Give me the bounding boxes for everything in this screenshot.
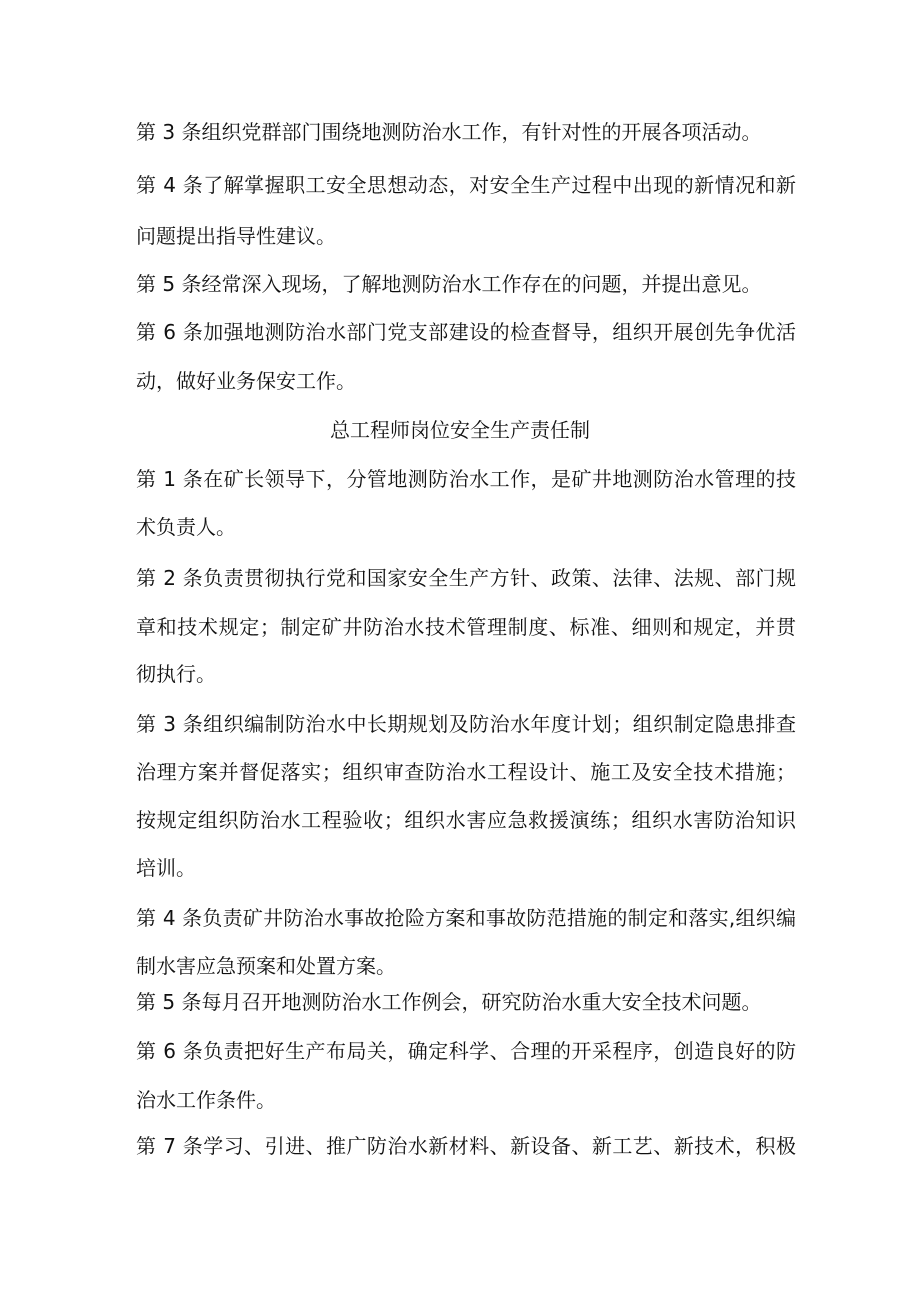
chief-article-1-line-2: 术负责人。 — [136, 515, 236, 539]
article-3-line-1: 第 3 条组织党群部门围绕地测防治水工作，有针对性的开展各项活动。 — [136, 120, 762, 144]
article-5-line-1: 第 5 条经常深入现场，了解地测防治水工作存在的问题，并提出意见。 — [136, 272, 762, 296]
chief-article-6-line-2: 治水工作条件。 — [136, 1088, 276, 1112]
chief-article-3-line-1: 第 3 条组织编制防治水中长期规划及防治水年度计划；组织制定隐患排查 — [136, 712, 796, 736]
chief-article-2-line-2: 章和技术规定；制定矿井防治水技术管理制度、标准、细则和规定，并贯 — [136, 615, 796, 639]
chief-article-3-line-4: 培训。 — [136, 856, 196, 880]
chief-article-3-line-3: 按规定组织防治水工程验收；组织水害应急救援演练；组织水害防治知识 — [136, 808, 796, 832]
article-4-line-2: 问题提出指导性建议。 — [136, 224, 336, 248]
chief-article-2-line-3: 彻执行。 — [136, 662, 216, 686]
article-6-line-2: 动，做好业务保安工作。 — [136, 369, 356, 393]
chief-article-2-line-1: 第 2 条负责贯彻执行党和国家安全生产方针、政策、法律、法规、部门规 — [136, 566, 796, 590]
chief-article-7-line-1: 第 7 条学习、引进、推广防治水新材料、新设备、新工艺、新技术，积极 — [136, 1134, 796, 1158]
chief-article-6-line-1: 第 6 条负责把好生产布局关，确定科学、合理的开采程序，创造良好的防 — [136, 1039, 796, 1063]
chief-article-4-line-1: 第 4 条负责矿井防治水事故抢险方案和事故防范措施的制定和落实,组织编 — [136, 906, 796, 930]
article-6-line-1: 第 6 条加强地测防治水部门党支部建设的检查督导，组织开展创先争优活 — [136, 320, 796, 344]
chief-article-3-line-2: 治理方案并督促落实；组织审查防治水工程设计、施工及安全技术措施； — [136, 760, 796, 784]
section-title: 总工程师岗位安全生产责任制 — [330, 418, 590, 442]
article-4-line-1: 第 4 条了解掌握职工安全思想动态，对安全生产过程中出现的新情况和新 — [136, 173, 796, 197]
chief-article-4-line-2: 制水害应急预案和处置方案。 — [136, 954, 396, 978]
chief-article-1-line-1: 第 1 条在矿长领导下，分管地测防治水工作，是矿井地测防治水管理的技 — [136, 467, 796, 491]
chief-article-5-line-1: 第 5 条每月召开地测防治水工作例会，研究防治水重大安全技术问题。 — [136, 990, 762, 1014]
